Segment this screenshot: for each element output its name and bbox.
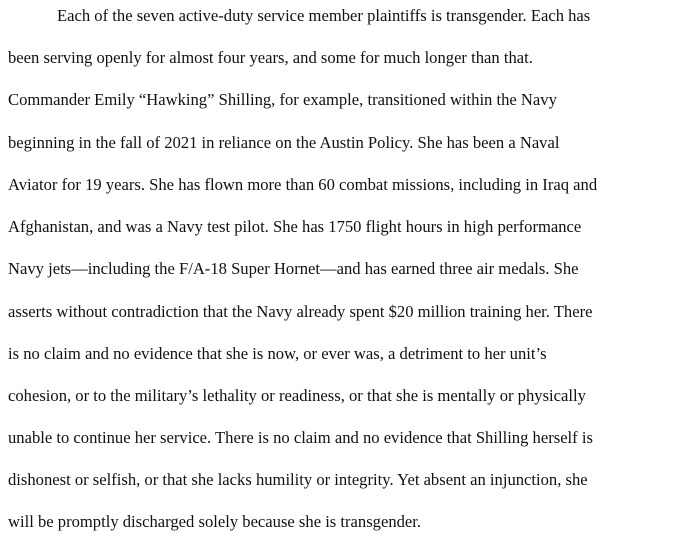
paragraph-line-13: will be promptly discharged solely because she is transgender. <box>8 512 422 531</box>
paragraph-line-11: unable to continue her service. There is no claim and no evidence that Shilling herself is <box>8 428 593 447</box>
paragraph-line-4: beginning in the fall of 2021 in reliance on the Austin Policy. She has been a Naval <box>8 133 560 152</box>
paragraph-line-10: cohesion, or to the military’s lethality or readiness, or that she is mentally or physically <box>8 386 586 405</box>
paragraph-line-12: dishonest or selfish, or that she lacks humility or integrity. Yet absent an injunction, she <box>8 470 588 489</box>
paragraph-line-9: is no claim and no evidence that she is now, or ever was, a detriment to her unit’s <box>8 344 547 363</box>
paragraph-line-8: asserts without contradiction that the Navy already spent $20 million training her. There <box>8 302 593 321</box>
paragraph-line-6: Afghanistan, and was a Navy test pilot. She has 1750 flight hours in high performance <box>8 217 582 236</box>
paragraph-line-1: Each of the seven active-duty service member plaintiffs is transgender. Each has <box>57 6 591 25</box>
paragraph-line-2: been serving openly for almost four years, and some for much longer than that. <box>8 48 533 67</box>
paragraph-line-7: Navy jets—including the F/A-18 Super Hornet—and has earned three air medals. She <box>8 259 579 278</box>
paragraph-line-3: Commander Emily “Hawking” Shilling, for example, transitioned within the Navy <box>8 90 557 109</box>
paragraph-line-5: Aviator for 19 years. She has flown more than 60 combat missions, including in Iraq and <box>8 175 598 194</box>
